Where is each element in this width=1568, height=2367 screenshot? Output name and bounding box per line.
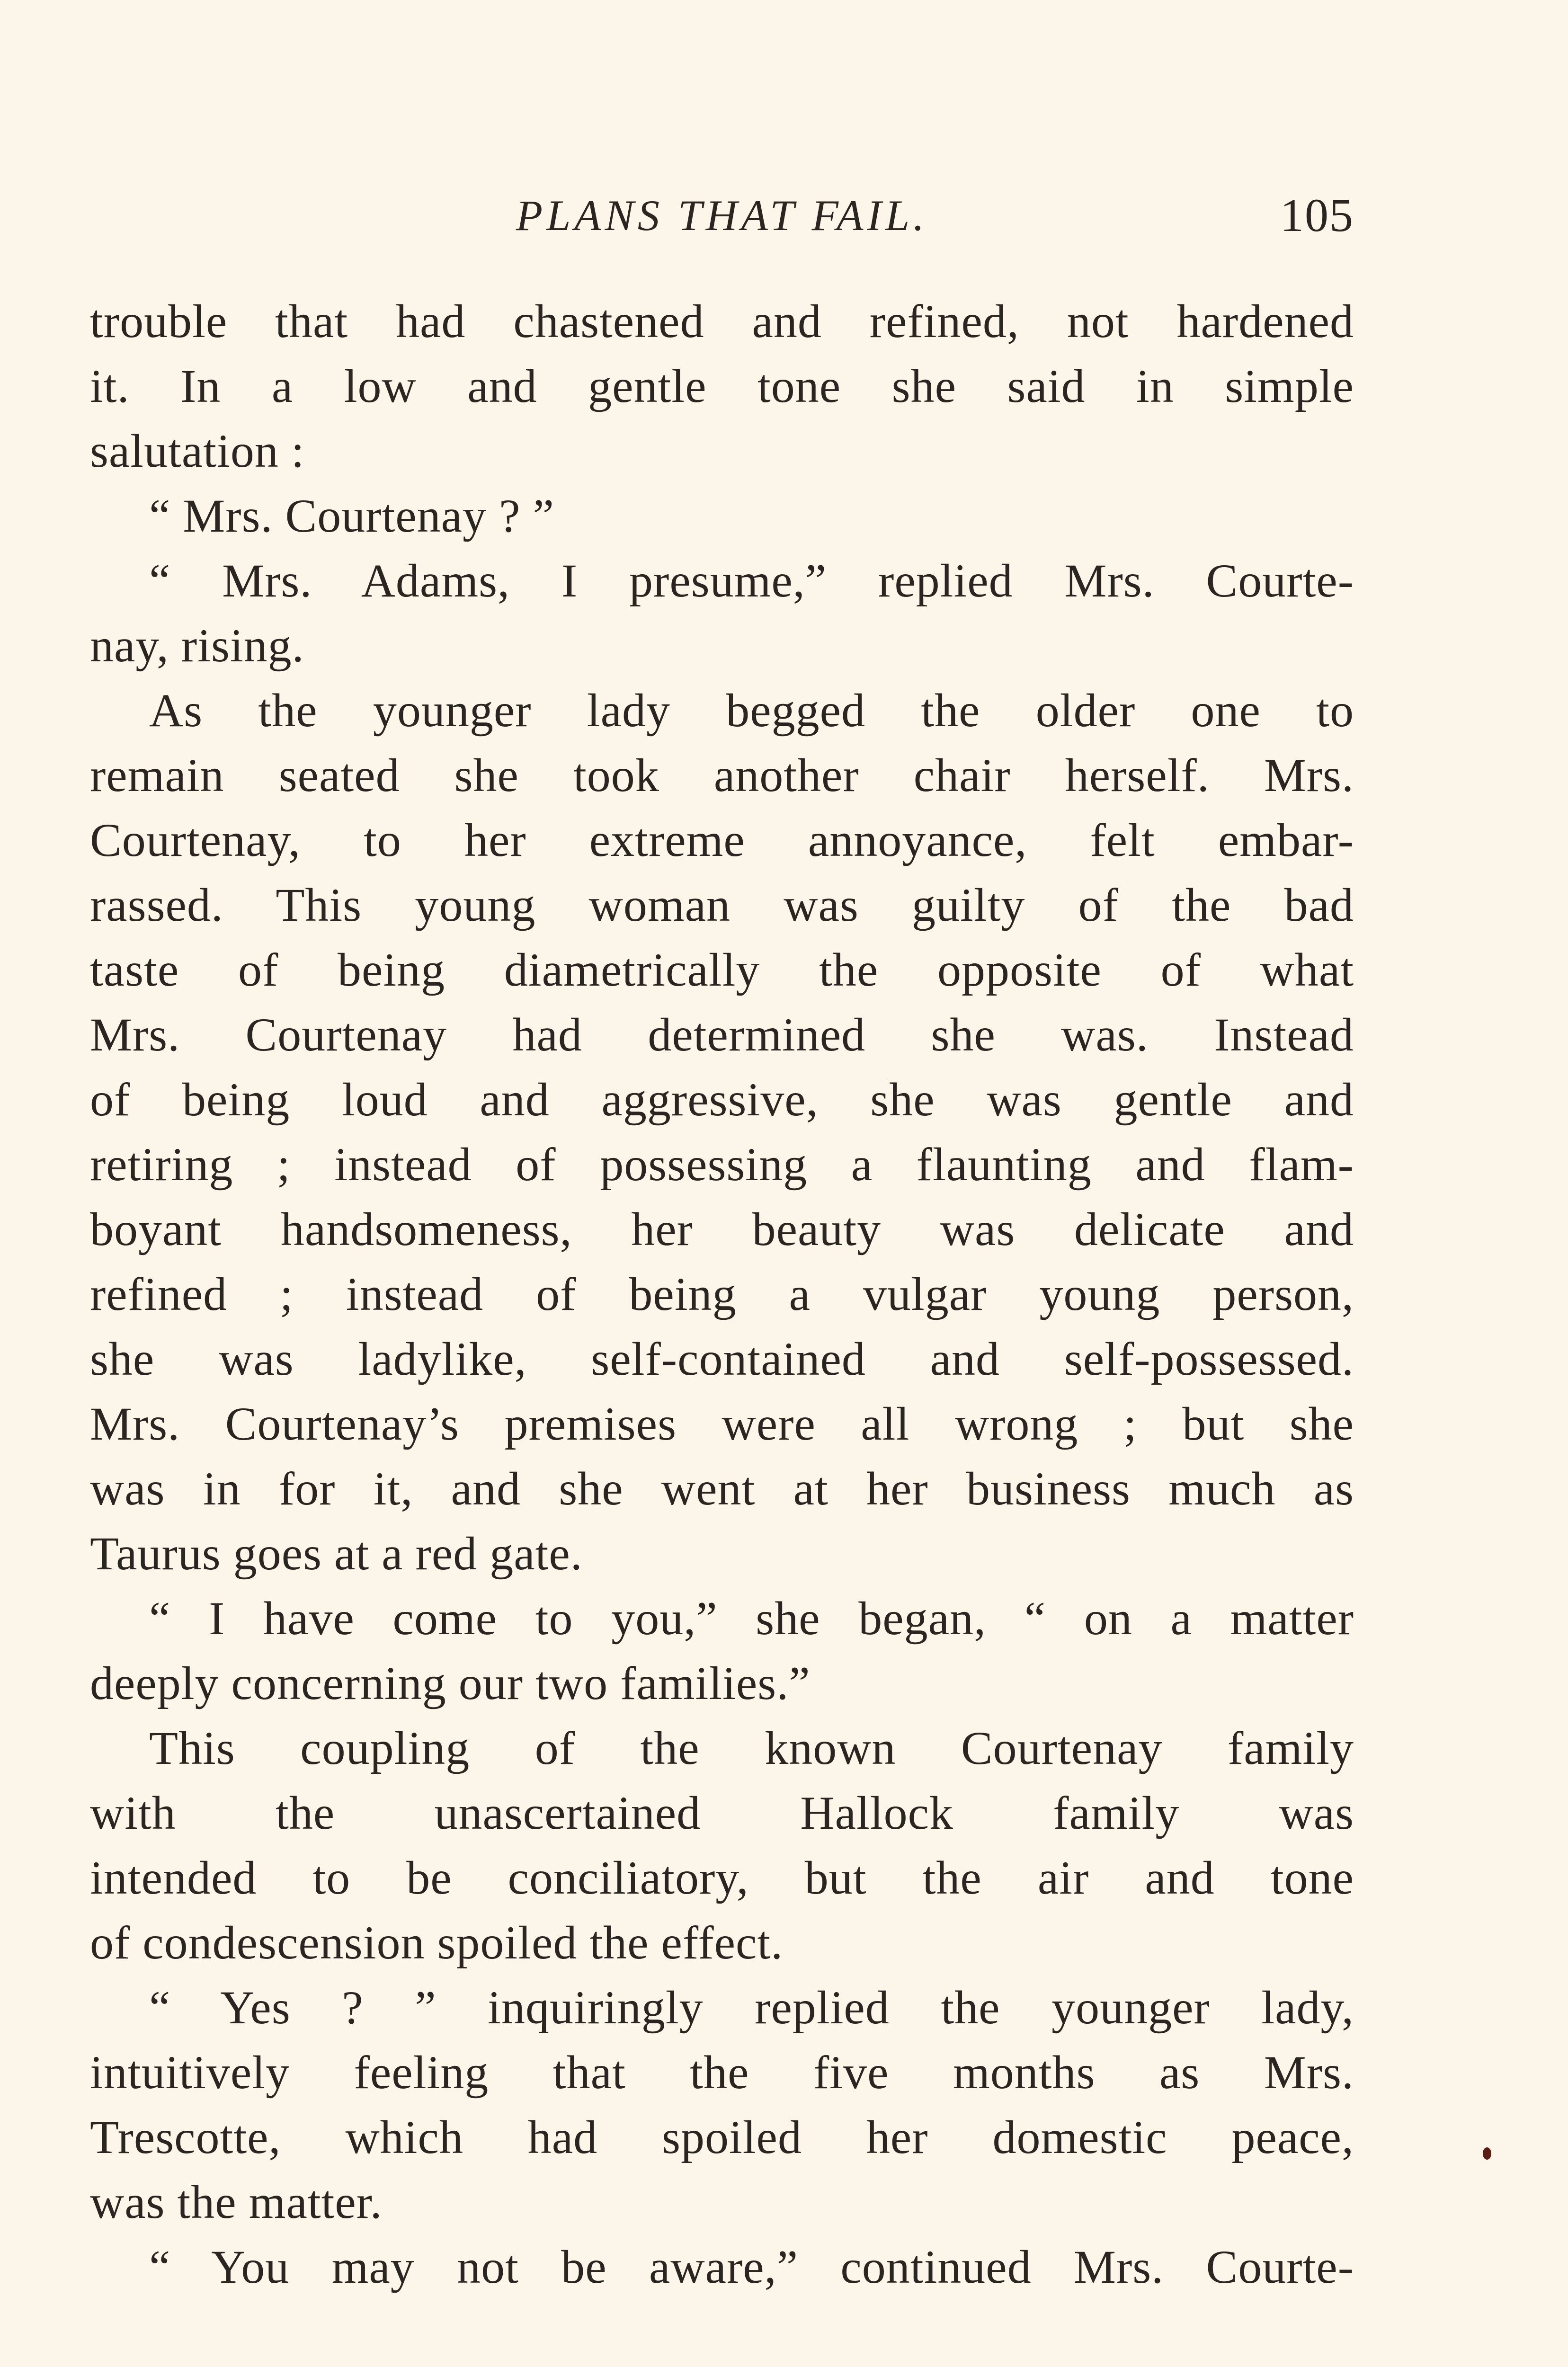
text-line: was the matter. <box>90 2176 383 2228</box>
body-text <box>90 289 1354 2299</box>
text-line: “ Mrs. Adams, I presume,” replied Mrs. Courte- <box>149 554 1354 607</box>
ink-speck <box>1483 2147 1491 2160</box>
text-line: Mrs. Courtenay’s premises were all wrong ; but she <box>90 1397 1354 1450</box>
text-line: deeply concerning our two families.” <box>90 1657 811 1709</box>
text-line: nay, rising. <box>90 619 304 672</box>
text-line: of being loud and aggressive, she was gentle and <box>90 1073 1354 1126</box>
text-line: “ You may not be aware,” continued Mrs. Courte- <box>149 2241 1354 2293</box>
text-line: Trescotte, which had spoiled her domestic peace, <box>90 2111 1354 2163</box>
text-line: with the unascertained Hallock family was <box>90 1787 1354 1839</box>
text-line: she was ladylike, self-contained and self-possessed. <box>90 1333 1354 1385</box>
page-number: 105 <box>1280 189 1354 241</box>
text-line: remain seated she took another chair herself. Mrs. <box>90 749 1354 801</box>
text-line: refined ; instead of being a vulgar young person, <box>90 1268 1354 1320</box>
text-line: Taurus goes at a red gate. <box>90 1527 583 1580</box>
text-line: “ Yes ? ” inquiringly replied the younger lady, <box>149 1981 1354 2034</box>
text-line: “ Mrs. Courtenay ? ” <box>149 489 554 542</box>
text-line: boyant handsomeness, her beauty was delicate and <box>90 1203 1354 1255</box>
text-line: rassed. This young woman was guilty of the bad <box>90 879 1354 931</box>
text-line: As the younger lady begged the older one to <box>149 684 1354 737</box>
text-line: intended to be conciliatory, but the air and tone <box>90 1851 1354 1904</box>
text-line: of condescension spoiled the effect. <box>90 1916 784 1969</box>
text-line: it. In a low and gentle tone she said in simple <box>90 360 1354 412</box>
text-line: salutation : <box>90 425 305 477</box>
text-line: retiring ; instead of possessing a flaunting and flam- <box>90 1138 1354 1191</box>
text-line: trouble that had chastened and refined, not hardened <box>90 295 1354 347</box>
text-line: Courtenay, to her extreme annoyance, felt embar- <box>90 814 1354 866</box>
running-head <box>90 187 1354 244</box>
text-line: Mrs. Courtenay had determined she was. Instead <box>90 1008 1354 1061</box>
text-line: taste of being diametrically the opposite of what <box>90 943 1354 996</box>
running-title: PLANS THAT FAIL. <box>516 191 928 240</box>
text-line: “ I have come to you,” she began, “ on a matter <box>149 1592 1354 1645</box>
text-line: This coupling of the known Courtenay family <box>149 1722 1354 1774</box>
text-line: intuitively feeling that the five months as Mrs. <box>90 2046 1354 2099</box>
text-line: was in for it, and she went at her business much as <box>90 1462 1354 1515</box>
